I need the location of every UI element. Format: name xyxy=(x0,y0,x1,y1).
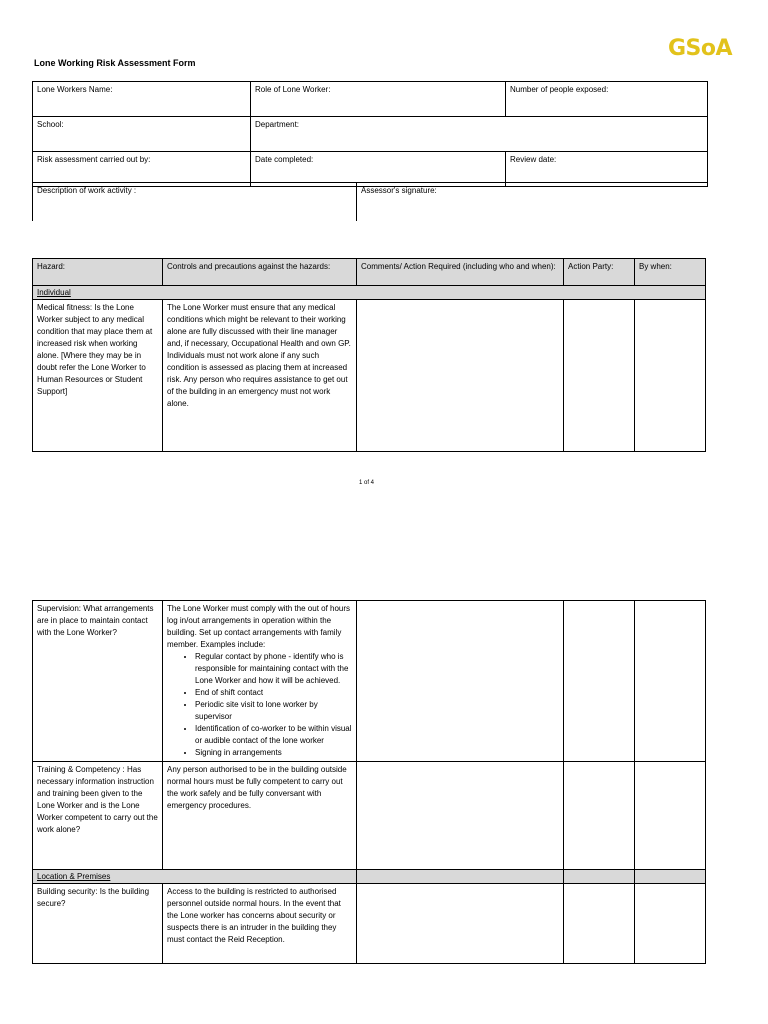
list-item: • Periodic site visit to lone worker by supervisor xyxy=(195,699,352,723)
work-activity-field[interactable]: Description of work activity : xyxy=(33,183,357,222)
by-when-cell[interactable] xyxy=(635,601,706,762)
carried-out-by-field[interactable]: Risk assessment carried out by: xyxy=(33,152,251,187)
section-location xyxy=(33,870,357,884)
header-comments: Comments/ Action Required (including who and when): xyxy=(357,259,564,286)
list-item: • End of shift contact xyxy=(195,687,352,699)
section-spacer xyxy=(357,870,564,884)
by-when-cell[interactable] xyxy=(635,884,706,964)
controls-cell: Any person authorised to be in the building outside normal hours must be fully competent to carry out the work safely and be fully conversant with emergency procedures. xyxy=(163,762,357,870)
comments-cell[interactable] xyxy=(357,884,564,964)
comments-cell[interactable] xyxy=(357,762,564,870)
by-when-cell[interactable] xyxy=(635,300,706,452)
people-exposed-field[interactable]: Number of people exposed: xyxy=(506,82,708,117)
date-completed-field[interactable]: Date completed: xyxy=(251,152,506,187)
department-field[interactable]: Department: xyxy=(251,117,708,152)
hazard-table xyxy=(32,258,706,452)
list-item: • Signing in arrangements xyxy=(195,747,352,759)
hazard-cell: Training & Competency : Has necessary information instruction and training been given to the Lone Worker and is the Lone Worker competent to carry out the work alone? xyxy=(33,762,163,870)
hazard-cell: Medical fitness: Is the Lone Worker subject to any medical condition that may place them at increased risk when working alone. [Where they may be in doubt refer the Lone Worker to Human Resources or Student Support] xyxy=(33,300,163,452)
header-by-when: By when: xyxy=(635,259,706,286)
review-date-field[interactable]: Review date: xyxy=(506,152,708,187)
header-controls: Controls and precautions against the hazards: xyxy=(163,259,357,286)
action-party-cell[interactable] xyxy=(564,300,635,452)
form-title: Lone Working Risk Assessment Form xyxy=(34,58,196,68)
hazard-cell: Supervision: What arrangements are in place to maintain contact with the Lone Worker? xyxy=(33,601,163,762)
hazard-table-continued xyxy=(32,600,706,964)
header-hazard: Hazard: xyxy=(33,259,163,286)
controls-intro: The Lone Worker must comply with the out of hours log in/out arrangements in operation within the building. Set up contact arrangements with family member. Examples include: xyxy=(167,604,351,649)
controls-cell: The Lone Worker must ensure that any medical conditions which might be relevant to their working alone are fully discussed with their line manager and, if necessary, Occupational Health and own GP. Individuals must not work alone if any such condition is assessed as placing them at increased risk. Any person who requires assistance to get out of the building in an emergency must not work alone. xyxy=(163,300,357,452)
gsoa-logo: GSoA xyxy=(668,36,733,61)
list-item: • Identification of co-worker to be within visual or audible contact of the lone worker xyxy=(195,723,352,747)
section-spacer xyxy=(564,870,635,884)
section-label: Location & Premises xyxy=(37,872,111,881)
action-party-cell[interactable] xyxy=(564,601,635,762)
header-action-party: Action Party: xyxy=(564,259,635,286)
signature-field[interactable]: Assessor's signature: xyxy=(357,183,708,222)
controls-cell: Access to the building is restricted to authorised personnel outside normal hours. In the event that the Lone worker has concerns about security or suspects there is an intruder in the building they must contact the Reid Reception. xyxy=(163,884,357,964)
action-party-cell[interactable] xyxy=(564,884,635,964)
hazard-cell: Building security: Is the building secure? xyxy=(33,884,163,964)
list-item: • Regular contact by phone - identify who is responsible for maintaining contact with the Lone Worker and how it will be achieved. xyxy=(195,651,352,687)
lone-worker-name-field[interactable]: Lone Workers Name: xyxy=(33,82,251,117)
comments-cell[interactable] xyxy=(357,300,564,452)
section-individual xyxy=(33,286,706,300)
comments-cell[interactable] xyxy=(357,601,564,762)
examples-list xyxy=(167,651,352,759)
section-spacer xyxy=(635,870,706,884)
section-label: Individual xyxy=(37,288,71,297)
role-field[interactable]: Role of Lone Worker: xyxy=(251,82,506,117)
description-table xyxy=(32,182,708,221)
details-table xyxy=(32,81,708,187)
school-field[interactable]: School: xyxy=(33,117,251,152)
by-when-cell[interactable] xyxy=(635,762,706,870)
page-number: 1 of 4 xyxy=(359,480,375,486)
action-party-cell[interactable] xyxy=(564,762,635,870)
controls-cell xyxy=(163,601,357,762)
